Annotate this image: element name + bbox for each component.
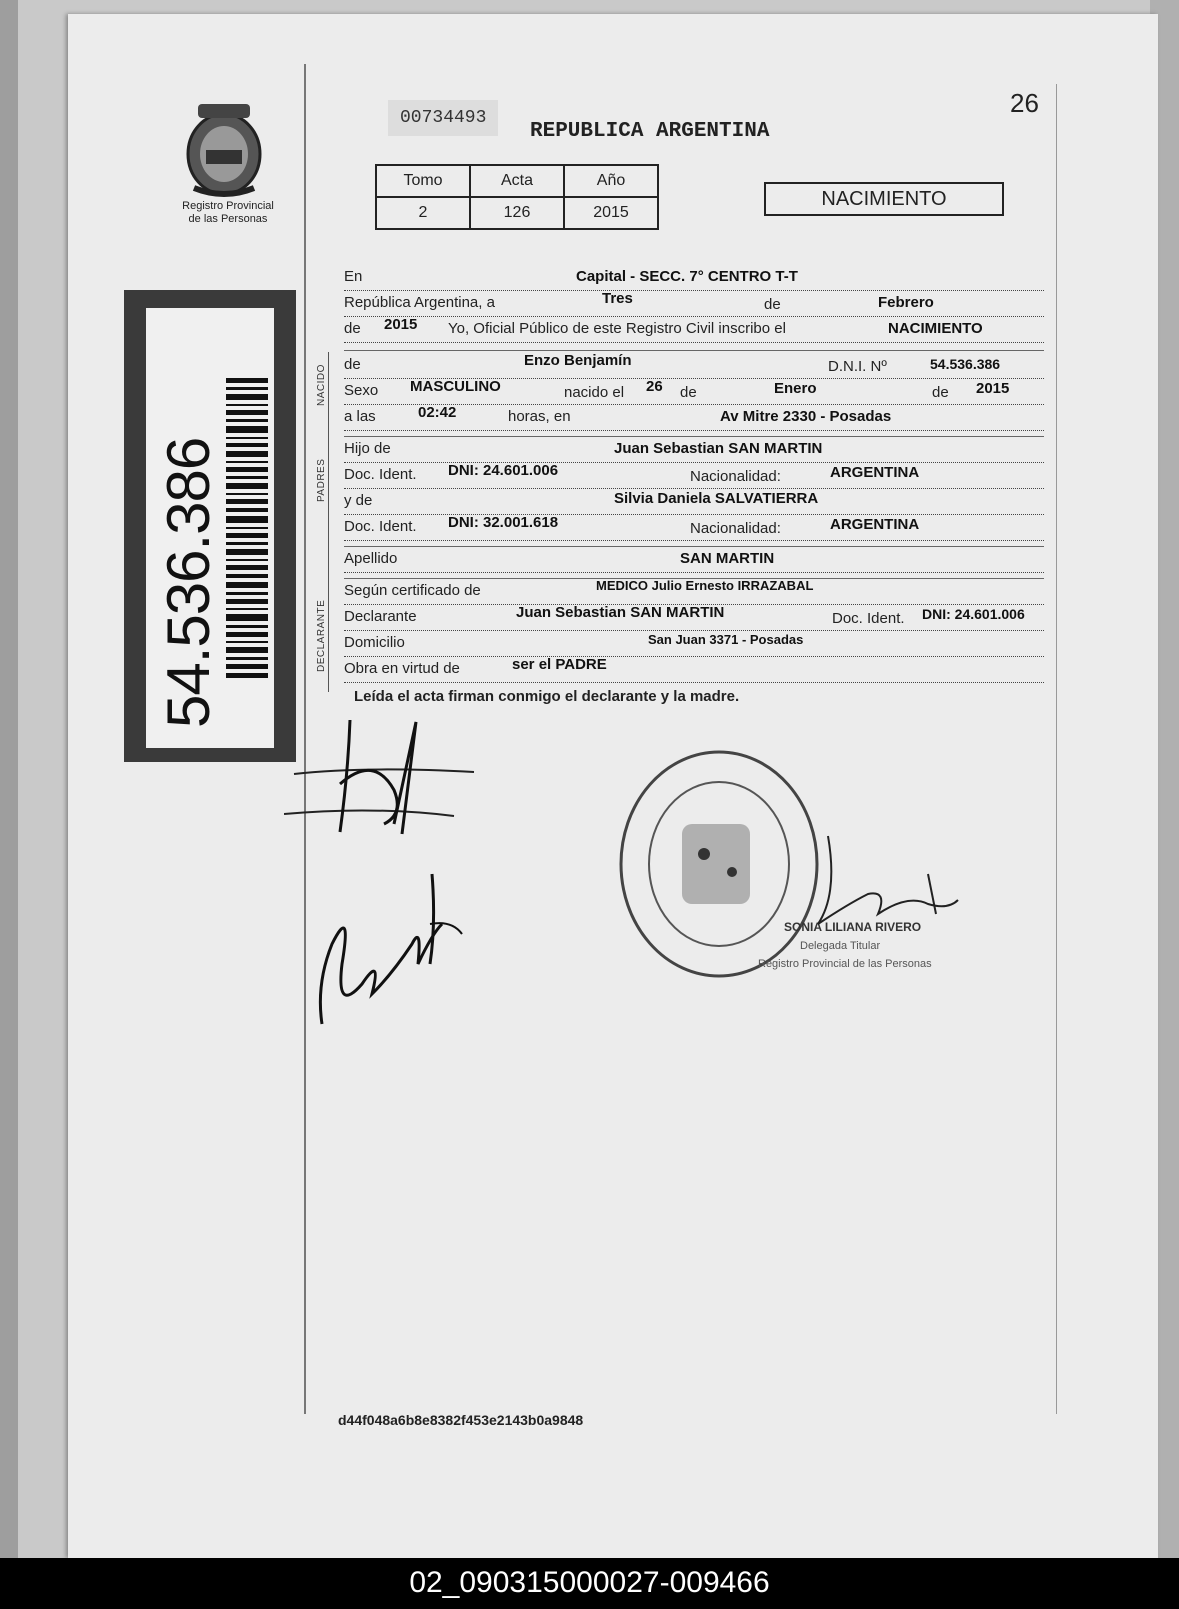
- value-apellido: SAN MARTIN: [680, 550, 775, 567]
- value-mother: Silvia Daniela SALVATIERRA: [614, 490, 819, 507]
- value-father: Juan Sebastian SAN MARTIN: [614, 440, 823, 457]
- register-table: [375, 164, 659, 230]
- coat-of-arms-icon: [178, 100, 270, 200]
- value-name: Enzo Benjamín: [524, 352, 632, 369]
- registry-name: [168, 200, 288, 226]
- footer-file-id: 02_090315000027-009466: [0, 1558, 1179, 1609]
- barcode-icon: [226, 378, 268, 678]
- barcode-area: [146, 308, 274, 748]
- table-header-acta: Acta: [470, 165, 564, 197]
- row-name: [344, 352, 1044, 379]
- value-segun: MEDICO Julio Ernesto IRRAZABAL: [596, 578, 814, 593]
- label-de: de: [764, 296, 781, 313]
- divider-2: [344, 434, 1044, 437]
- label-republica: República Argentina, a: [344, 294, 495, 311]
- label-de-month: de: [680, 384, 697, 401]
- value-domicilio: San Juan 3371 - Posadas: [648, 632, 804, 647]
- side-label-declarante: DECLARANTE: [316, 599, 327, 672]
- table-header-tomo: Tomo: [376, 165, 470, 197]
- closing-text: Leída el acta firman conmigo el declarante y la madre.: [354, 688, 740, 705]
- barcode-panel: [124, 290, 296, 762]
- row-sexo: [344, 378, 1044, 405]
- label-domicilio: Domicilio: [344, 634, 405, 651]
- divider-1: [344, 346, 1044, 351]
- row-inscribo: [344, 316, 1044, 343]
- label-yde: y de: [344, 492, 373, 509]
- row-republica: [344, 290, 1044, 317]
- row-domicilio: [344, 634, 1044, 657]
- value-decl-doc: DNI: 24.601.006: [922, 606, 1025, 622]
- value-father-doc: DNI: 24.601.006: [448, 462, 559, 479]
- table-value-tomo: 2: [376, 197, 470, 229]
- page-number: 26: [1010, 88, 1039, 118]
- row-apellido: [344, 550, 1044, 573]
- label-nacido: nacido el: [564, 384, 625, 401]
- signature-declarante: [284, 714, 484, 844]
- label-hijo: Hijo de: [344, 440, 391, 457]
- side-label-padres: PADRES: [316, 458, 327, 502]
- value-day: Tres: [602, 290, 633, 307]
- row-hijo: [344, 440, 1044, 463]
- value-birth-day: 26: [646, 378, 663, 395]
- document-hash: d44f048a6b8e8382f453e2143b0a9848: [338, 1412, 584, 1428]
- official-org: Registro Provincial de las Personas: [758, 958, 932, 970]
- value-birth-month: Enero: [774, 380, 817, 397]
- value-birth-year: 2015: [976, 380, 1010, 397]
- label-apellido: Apellido: [344, 550, 398, 567]
- value-obra: ser el PADRE: [512, 656, 607, 673]
- row-obra: [344, 656, 1044, 683]
- serial-number: 00734493: [388, 100, 498, 136]
- value-year: 2015: [384, 316, 418, 333]
- value-mother-nat: ARGENTINA: [830, 516, 920, 533]
- value-act: NACIMIENTO: [888, 320, 983, 337]
- row-declarante: [344, 604, 1044, 631]
- row-mother-doc: [344, 514, 1044, 541]
- label-dni: D.N.I. Nº: [828, 358, 887, 375]
- country-title: REPUBLICA ARGENTINA: [530, 120, 770, 143]
- row-en: [344, 268, 1044, 291]
- label-father-doc: Doc. Ident.: [344, 466, 417, 483]
- register-table-header-row: [376, 165, 658, 197]
- row-segun: [344, 578, 1044, 605]
- scan-left-edge: [0, 0, 18, 1558]
- label-de-year: de: [344, 320, 361, 337]
- barcode-number: 54.536.386: [155, 437, 222, 728]
- label-alas: a las: [344, 408, 376, 425]
- side-label-nacido: NACIDO: [316, 364, 327, 406]
- label-declarante: Declarante: [344, 608, 417, 625]
- value-father-nat: ARGENTINA: [830, 464, 920, 481]
- registry-line-2: de las Personas: [188, 213, 268, 225]
- label-father-nat: Nacionalidad:: [690, 468, 781, 485]
- label-de-year-birth: de: [932, 384, 949, 401]
- official-name: SONIA LILIANA RIVERO: [784, 920, 922, 934]
- row-mother: [344, 492, 1044, 515]
- value-dni: 54.536.386: [930, 356, 1001, 372]
- label-sexo: Sexo: [344, 382, 379, 399]
- register-table-value-row: [376, 197, 658, 229]
- label-segun: Según certificado de: [344, 582, 481, 599]
- official-seal-icon: [614, 744, 824, 984]
- section-line: [328, 352, 329, 692]
- official-role: Delegada Titular: [800, 940, 881, 952]
- table-header-anio: Año: [564, 165, 658, 197]
- value-sexo: MASCULINO: [410, 378, 501, 395]
- value-declarante: Juan Sebastian SAN MARTIN: [516, 604, 725, 621]
- table-value-acta: 126: [470, 197, 564, 229]
- birth-certificate-page: [68, 14, 1158, 1558]
- value-place: Av Mitre 2330 - Posadas: [720, 408, 892, 425]
- label-inscribo: Yo, Oficial Público de este Registro Civil inscribo el: [448, 320, 786, 337]
- right-margin-line: [1056, 84, 1057, 1414]
- label-en: En: [344, 268, 363, 285]
- label-horas: horas, en: [508, 408, 571, 425]
- signature-oficial: [808, 834, 968, 944]
- label-obra: Obra en virtud de: [344, 660, 460, 677]
- label-mother-doc: Doc. Ident.: [344, 518, 417, 535]
- label-mother-nat: Nacionalidad:: [690, 520, 781, 537]
- divider-3: [344, 544, 1044, 547]
- table-value-anio: 2015: [564, 197, 658, 229]
- value-month: Febrero: [878, 294, 934, 311]
- label-de-name: de: [344, 356, 361, 373]
- label-decl-doc: Doc. Ident.: [832, 610, 905, 627]
- value-mother-doc: DNI: 32.001.618: [448, 514, 559, 531]
- value-hour: 02:42: [418, 404, 457, 421]
- registry-line-1: Registro Provincial: [182, 200, 274, 212]
- row-hora: [344, 404, 1044, 431]
- value-en: Capital - SECC. 7° CENTRO T-T: [576, 268, 798, 285]
- signature-madre: [312, 864, 482, 1034]
- row-father-doc: [344, 462, 1044, 489]
- act-type-box: NACIMIENTO: [764, 182, 1004, 216]
